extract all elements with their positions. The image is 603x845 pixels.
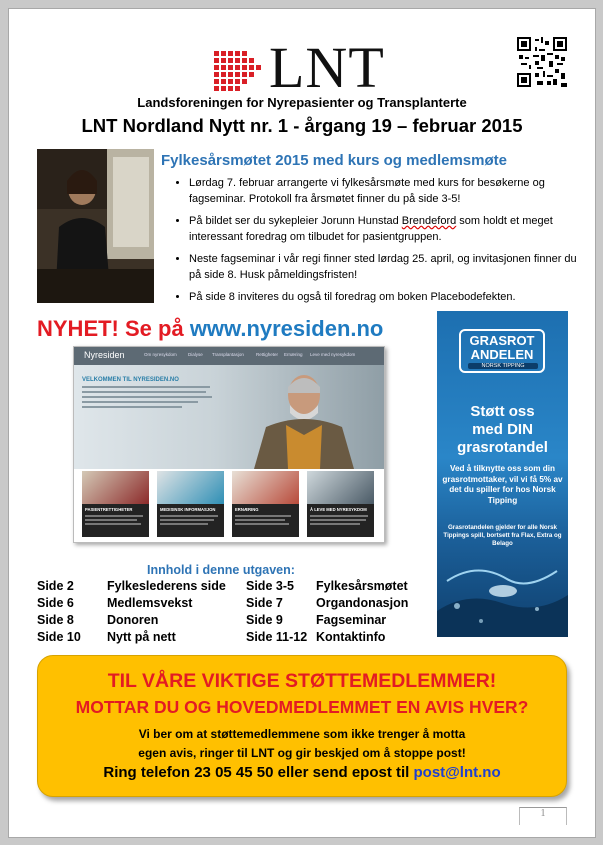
website-tile bbox=[307, 471, 374, 537]
website-nav-item: Rettigheter bbox=[256, 352, 279, 357]
website-tile bbox=[157, 471, 224, 537]
website-nav-item: Ernæring bbox=[284, 352, 303, 357]
tile-label: Å LEVE MED NYRESYKDOM bbox=[310, 507, 367, 512]
swimmer-illustration bbox=[437, 551, 568, 637]
bullet-text: som holdt et meget interessant foredrag om tilbudet for pasientgruppen. bbox=[189, 215, 553, 243]
article-bullet bbox=[189, 213, 589, 245]
callout-body bbox=[38, 725, 566, 763]
speaker-name: Brendeford bbox=[401, 215, 457, 227]
contents-title: Innhold i denne utgaven: bbox=[147, 563, 295, 577]
lnt-logo-mark bbox=[214, 51, 268, 93]
contents-page: Side 7 bbox=[246, 596, 283, 610]
website-nav-item: Om nyresykdom bbox=[144, 352, 177, 357]
grasrot-headline bbox=[437, 403, 568, 457]
grasrotandel-ad bbox=[437, 311, 568, 637]
nyhet-prefix: NYHET! Se på bbox=[37, 316, 190, 341]
speaker-photo bbox=[37, 149, 154, 303]
contents-topic: Donoren bbox=[107, 613, 159, 627]
contents-page: Side 2 bbox=[37, 579, 74, 593]
website-nav-item: Dialyse bbox=[188, 352, 203, 357]
tile-label: MEDISINSK INFORMASJON bbox=[160, 507, 216, 512]
tile-label: ERNÆRING bbox=[235, 507, 259, 512]
grasrot-fineprint: Grasrotandelen gjelder for alle Norsk Tippings spill, bortsett fra Flax, Extra og Belago bbox=[443, 524, 562, 547]
contents-row bbox=[37, 613, 437, 630]
callout-body-line: Vi ber om at støttemedlemmene som ikke trenger å motta bbox=[138, 727, 466, 741]
nyresiden-website-screenshot bbox=[73, 346, 385, 543]
contents-topic: Kontaktinfo bbox=[316, 630, 386, 644]
contents-page: Side 8 bbox=[37, 613, 74, 627]
newsletter-page bbox=[8, 8, 596, 838]
qr-code-icon bbox=[517, 37, 567, 87]
headline-line: med DIN bbox=[472, 421, 533, 438]
contents-topic: Fylkesårsmøtet bbox=[316, 579, 408, 593]
lnt-logo-text: LNT bbox=[269, 35, 385, 100]
website-intro-text bbox=[82, 386, 212, 411]
callout-subheading: MOTTAR DU OG HOVEDMEDLEMMET EN AVIS HVER? bbox=[75, 697, 529, 717]
contents-page: Side 9 bbox=[246, 613, 283, 627]
contents-table bbox=[37, 579, 437, 647]
supporting-members-callout bbox=[37, 655, 567, 797]
article-bullet: • Neste fagseminar i vår regi finner sted lørdag 25. april, og invitasjonen finner du på side 8. Husk påmeldingsfristen! bbox=[189, 251, 589, 283]
contents-topic: Nytt på nett bbox=[107, 630, 176, 644]
article-title: Fylkesårsmøtet 2015 med kurs og medlemsmøte bbox=[161, 152, 507, 169]
website-nav-item: Leve med nyresykdom bbox=[310, 352, 356, 357]
badge-line: GRASROT bbox=[469, 333, 535, 348]
page-number: 1 bbox=[519, 807, 567, 825]
website-nav-item: Transplantasjon bbox=[212, 352, 244, 357]
tile-label: PASIENTRETTIGHETER bbox=[85, 507, 133, 512]
website-nav-bar bbox=[74, 347, 384, 365]
contents-topic: Organdonasjon bbox=[316, 596, 409, 610]
article-bullet: • På side 8 inviteres du også til foredrag om boken Placebodefekten. bbox=[189, 289, 589, 305]
article-bullet: • Lørdag 7. februar arrangerte vi fylkesårsmøte med kurs for besøkerne og fagseminar. Protokoll fra årsmøtet finner du på side 3-5! bbox=[189, 175, 589, 207]
issue-title: LNT Nordland Nytt nr. 1 - årgang 19 – februar 2015 bbox=[81, 115, 523, 136]
norsk-tipping-logo: NORSK TIPPING bbox=[468, 363, 538, 369]
nyresiden-link[interactable]: www.nyresiden.no bbox=[189, 316, 384, 341]
headline-line: Støtt oss bbox=[470, 403, 535, 420]
website-tile bbox=[232, 471, 299, 537]
contact-text: Ring telefon 23 05 45 50 eller send epost til bbox=[103, 764, 414, 781]
callout-body-line: egen avis, ringer til LNT og gir beskjed om å stoppe post! bbox=[138, 746, 466, 760]
email-link[interactable]: post@lnt.no bbox=[413, 764, 501, 781]
website-hero-man-image bbox=[224, 365, 384, 469]
headline-line: grasrotandel bbox=[457, 439, 548, 456]
callout-contact bbox=[38, 764, 566, 781]
website-tile bbox=[82, 471, 149, 537]
nyhet-headline bbox=[37, 316, 383, 342]
callout-heading: TIL VÅRE VIKTIGE STØTTEMEDLEMMER! bbox=[107, 670, 497, 692]
bullet-text: På bildet ser du sykepleier Jorunn Hunstad bbox=[189, 215, 402, 227]
contents-row bbox=[37, 596, 437, 613]
contents-row bbox=[37, 630, 437, 647]
organization-name: Landsforeningen for Nyrepasienter og Transplanterte bbox=[137, 95, 467, 110]
contents-page: Side 6 bbox=[37, 596, 74, 610]
article-bullets bbox=[169, 175, 589, 311]
website-welcome: VELKOMMEN TIL NYRESIDEN.NO bbox=[82, 377, 179, 383]
grasrot-description: Ved å tilknytte oss som din grasrotmottaker, vil vi få 5% av det du spiller for hos Norsk Tipping bbox=[442, 464, 563, 505]
contents-page: Side 3-5 bbox=[246, 579, 294, 593]
contents-row bbox=[37, 579, 437, 596]
contents-topic: Fagseminar bbox=[316, 613, 387, 627]
badge-line: ANDELEN bbox=[470, 347, 534, 362]
contents-page: Side 11-12 bbox=[246, 630, 308, 644]
website-tiles bbox=[82, 471, 376, 537]
website-brand: Nyresiden bbox=[84, 350, 125, 360]
contents-page: Side 10 bbox=[37, 630, 81, 644]
contents-topic: Medlemsvekst bbox=[107, 596, 193, 610]
contents-topic: Fylkeslederens side bbox=[107, 579, 226, 593]
